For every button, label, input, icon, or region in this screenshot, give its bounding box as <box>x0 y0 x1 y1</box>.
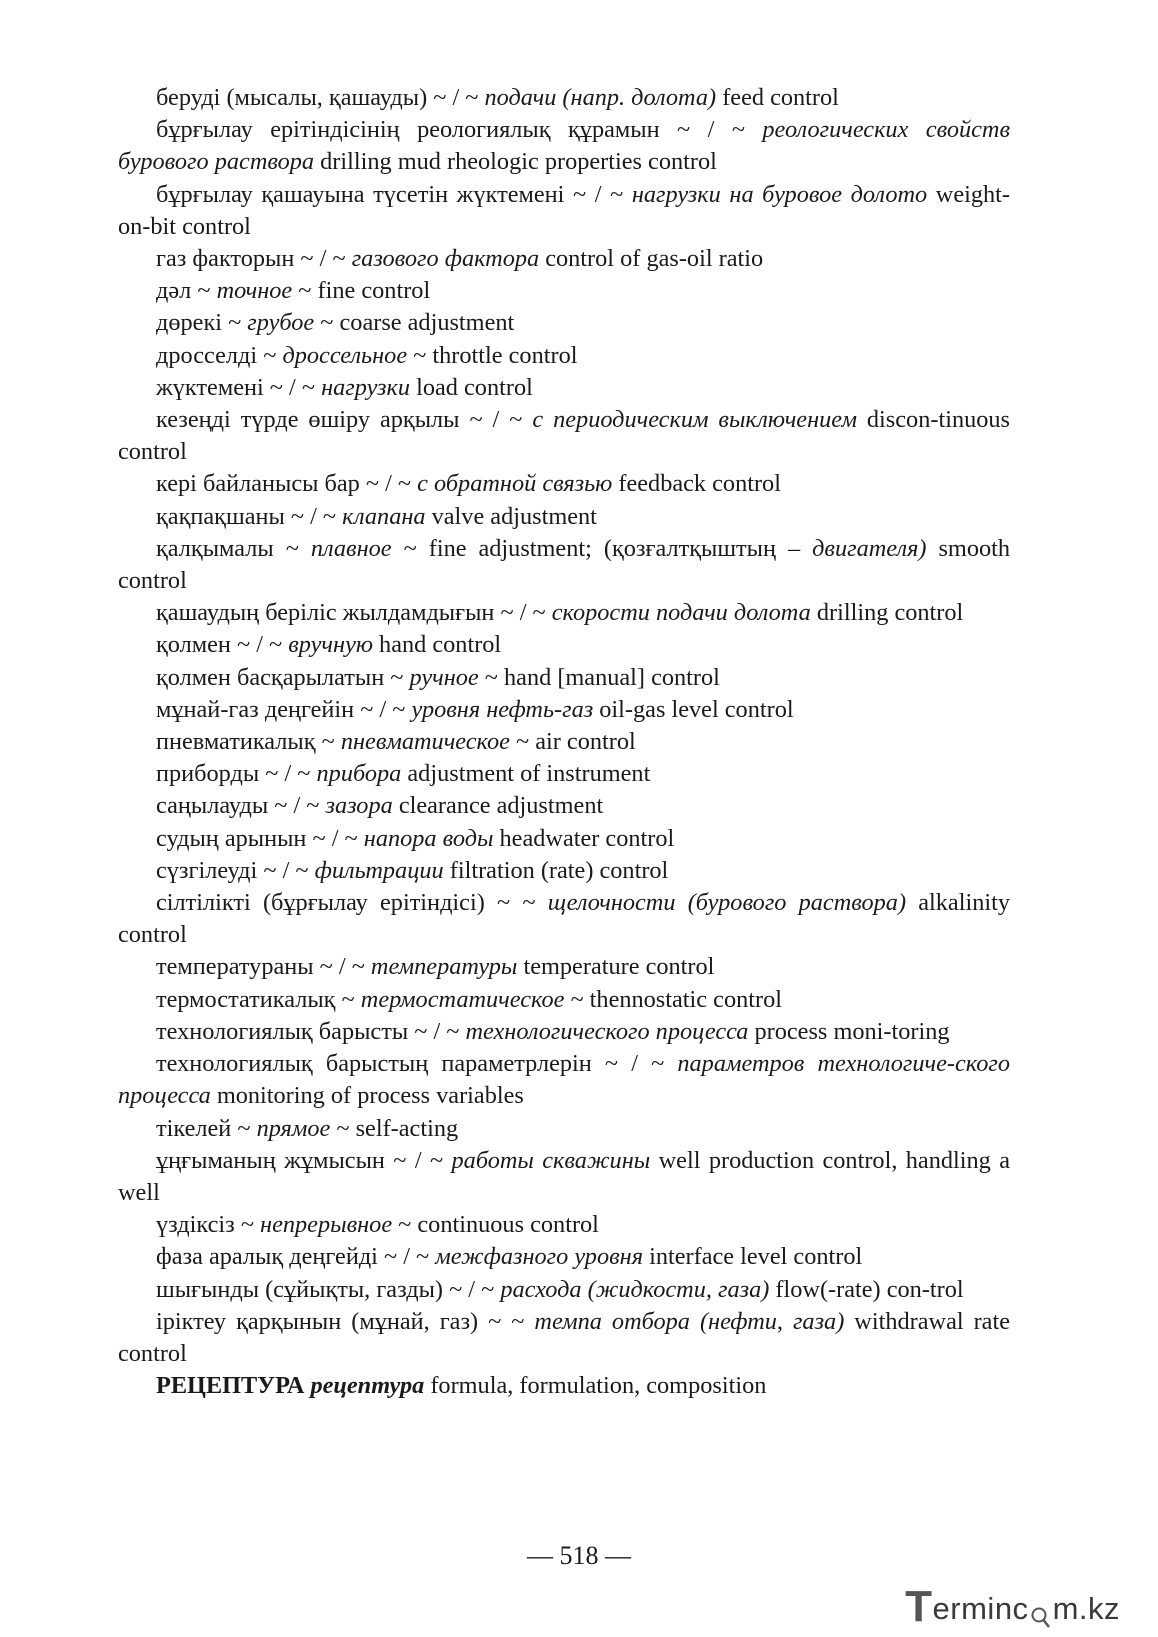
kazakh-term: іріктеу қарқынын (мұнай, газ) ~ ~ <box>156 1307 535 1335</box>
english-term: alkalinity control <box>118 889 1010 949</box>
russian-term: термостатическое <box>360 985 565 1013</box>
headword-english: formula, formulation, composition <box>430 1372 767 1400</box>
kazakh-term: қолмен басқарылатын ~ <box>156 663 410 691</box>
english-term: monitoring of process variables <box>210 1082 524 1110</box>
kazakh-term: қашаудың беріліс жылдамдығын ~ / ~ <box>156 599 552 627</box>
russian-term: прямое <box>256 1114 331 1142</box>
english-term: ~ continuous control <box>392 1211 599 1239</box>
english-term: ~ hand [manual] control <box>478 663 720 691</box>
watermark-logo <box>905 1582 1120 1631</box>
dictionary-entry <box>118 1145 1010 1209</box>
kazakh-term: беруді (мысалы, қашауды) ~ / ~ <box>156 84 485 111</box>
kazakh-term: кезеңді түрде өшіру арқылы ~ / ~ <box>156 406 533 434</box>
dictionary-entry <box>118 372 1010 404</box>
dictionary-entry <box>118 340 1010 372</box>
dictionary-entry <box>118 694 1010 726</box>
dictionary-entry <box>118 1016 1010 1048</box>
dictionary-entry <box>118 307 1010 339</box>
magnifier-icon <box>1031 1601 1051 1627</box>
russian-term: щелочности (бурового раствора) <box>547 889 907 917</box>
kazakh-term: судың арынын ~ / ~ <box>156 824 364 852</box>
russian-term: непрерывное <box>260 1211 393 1239</box>
russian-term: пневматическое <box>340 728 510 756</box>
kazakh-term: термостатикалық ~ <box>156 985 361 1013</box>
dictionary-entry <box>118 758 1010 790</box>
kazakh-term: үздіксіз ~ <box>156 1211 261 1239</box>
dictionary-entry <box>118 404 1010 468</box>
russian-term: зазора <box>325 792 393 820</box>
dictionary-entry <box>118 790 1010 822</box>
english-term: filtration (rate) control <box>443 856 669 884</box>
russian-term: газового фактора <box>351 245 540 273</box>
russian-term: реологических свойств бурового раствора <box>118 116 1010 176</box>
russian-term: с обратной связью <box>417 470 613 498</box>
kazakh-term: саңылауды ~ / ~ <box>156 792 326 820</box>
kazakh-term: сүзгілеуді ~ / ~ <box>156 856 315 884</box>
english-term: smooth control <box>118 534 1011 595</box>
kazakh-term: дөрекі ~ <box>156 309 248 337</box>
russian-term: параметров технологиче-ского процесса <box>118 1050 1010 1110</box>
russian-term: межфазного уровня <box>435 1243 644 1271</box>
russian-term: точное <box>216 277 293 305</box>
kazakh-term: қақпақшаны ~ / ~ <box>156 502 343 530</box>
dictionary-entry <box>118 726 1010 758</box>
dictionary-page <box>118 82 1010 1402</box>
english-term: clearance adjustment <box>392 792 604 820</box>
english-term: feed control <box>716 84 839 111</box>
english-term: ~ coarse adjustment <box>314 309 515 337</box>
english-term: feedback control <box>612 470 781 498</box>
english-term: drilling mud rheologic properties control <box>314 148 717 176</box>
russian-term: фильтрации <box>314 856 444 884</box>
headword-term: РЕЦЕПТУРА <box>156 1372 305 1400</box>
kazakh-term: жүктемені ~ / ~ <box>156 373 322 401</box>
dictionary-entry <box>118 114 1010 178</box>
english-term: oil-gas level control <box>593 695 794 723</box>
kazakh-term: ұңғыманың жұмысын ~ / ~ <box>156 1146 452 1174</box>
kazakh-term: технологиялық барыстың параметрлерін ~ / ~ <box>156 1050 678 1078</box>
russian-term: темпа отбора (нефти, газа) <box>534 1307 845 1335</box>
dictionary-entry <box>118 1274 1010 1306</box>
russian-term: дроссельное <box>282 341 408 369</box>
kazakh-term: дәл ~ <box>156 277 217 305</box>
english-term: ~ fine adjustment; (қозғалтқыштың – <box>391 534 813 562</box>
kazakh-term: тікелей ~ <box>156 1114 257 1142</box>
dictionary-entry <box>118 629 1010 661</box>
english-term: ~ thennostatic control <box>564 985 782 1013</box>
english-term: interface level control <box>643 1243 863 1271</box>
kazakh-term: дросселді ~ <box>156 341 283 369</box>
entries-list <box>118 82 1010 1370</box>
russian-term: двигателя) <box>812 534 927 562</box>
dictionary-entry <box>118 887 1010 951</box>
watermark-first: T <box>905 1582 933 1631</box>
kazakh-term: шығынды (сұйықты, газды) ~ / ~ <box>156 1275 501 1303</box>
russian-term: прибора <box>316 760 402 788</box>
russian-term: температуры <box>370 953 518 981</box>
page-number: — 518 — <box>527 1541 631 1570</box>
russian-term: работы скважины <box>451 1146 651 1174</box>
dictionary-entry <box>118 1241 1010 1273</box>
english-term: headwater control <box>493 824 675 852</box>
kazakh-term: технологиялық барысты ~ / ~ <box>156 1017 466 1045</box>
russian-term: клапана <box>342 502 426 530</box>
english-term: ~ self-acting <box>330 1114 459 1142</box>
dictionary-entry <box>118 1048 1010 1112</box>
kazakh-term: пневматикалық ~ <box>156 728 341 756</box>
english-term: well production control, handling a well <box>118 1146 1010 1206</box>
kazakh-term: газ факторын ~ / ~ <box>156 245 352 273</box>
english-term: process moni-toring <box>748 1017 950 1045</box>
english-term: valve adjustment <box>425 502 597 530</box>
russian-term: расхода (жидкости, газа) <box>500 1275 770 1303</box>
english-term: load control <box>410 373 533 401</box>
dictionary-entry <box>118 1209 1010 1241</box>
russian-term: плавное <box>310 534 392 562</box>
russian-term: нагрузки на буровое долото <box>631 180 928 208</box>
watermark-middle: erminc <box>932 1591 1029 1626</box>
english-term: weight-on-bit control <box>118 180 1010 240</box>
dictionary-entry <box>118 82 1010 114</box>
dictionary-entry <box>118 179 1010 243</box>
dictionary-entry <box>118 1306 1010 1370</box>
english-term: ~ air control <box>509 728 636 756</box>
english-term: hand control <box>372 631 502 659</box>
dictionary-entry <box>118 275 1010 307</box>
english-term: control of gas-oil ratio <box>539 245 764 273</box>
russian-term: грубое <box>247 309 315 337</box>
dictionary-entry <box>118 855 1010 887</box>
english-term: drilling control <box>810 599 964 627</box>
english-term: withdrawal rate control <box>118 1307 1010 1367</box>
russian-term: напора воды <box>363 824 494 852</box>
russian-term: подачи (напр. долота) <box>484 84 717 111</box>
kazakh-term: бұрғылау ерітіндісінің реологиялық құрамын ~ / ~ <box>156 116 763 144</box>
headword-entry <box>118 1370 1010 1402</box>
dictionary-entry <box>118 243 1010 275</box>
kazakh-term: мұнай-газ деңгейін ~ / ~ <box>156 695 412 723</box>
kazakh-term: кері байланысы бар ~ / ~ <box>156 470 418 498</box>
kazakh-term: қалқымалы ~ <box>156 534 311 562</box>
english-term: adjustment of instrument <box>401 760 651 788</box>
dictionary-entry <box>118 951 1010 983</box>
dictionary-entry <box>118 501 1010 533</box>
watermark-last: m.kz <box>1052 1591 1120 1626</box>
kazakh-term: сілтілікті (бұрғылау ерітіндісі) ~ ~ <box>156 889 548 917</box>
dictionary-entry <box>118 597 1010 629</box>
english-term: ~ throttle control <box>407 341 578 369</box>
russian-term: с периодическим выключением <box>532 406 857 434</box>
kazakh-term: қолмен ~ / ~ <box>156 631 289 659</box>
russian-term: технологического процесса <box>465 1017 749 1045</box>
russian-term: скорости подачи долота <box>551 599 811 627</box>
russian-term: уровня нефть-газ <box>411 695 594 723</box>
russian-term: вручную <box>288 631 373 659</box>
russian-term: нагрузки <box>321 373 411 401</box>
kazakh-term: бұрғылау қашауына түсетін жүктемені ~ / ~ <box>156 180 632 208</box>
russian-term: ручное <box>409 663 479 691</box>
headword-russian: рецептура <box>310 1372 425 1400</box>
dictionary-entry <box>118 533 1010 597</box>
english-term: temperature control <box>517 953 715 981</box>
english-term: discon-tinuous control <box>118 406 1010 466</box>
dictionary-entry <box>118 662 1010 694</box>
dictionary-entry <box>118 1113 1010 1145</box>
kazakh-term: фаза аралық деңгейді ~ / ~ <box>156 1243 436 1271</box>
english-term: flow(-rate) con-trol <box>769 1275 964 1303</box>
kazakh-term: температураны ~ / ~ <box>156 953 371 981</box>
dictionary-entry <box>118 984 1010 1016</box>
dictionary-entry <box>118 468 1010 500</box>
english-term: ~ fine control <box>292 277 431 305</box>
kazakh-term: приборды ~ / ~ <box>156 760 317 788</box>
dictionary-entry <box>118 823 1010 855</box>
